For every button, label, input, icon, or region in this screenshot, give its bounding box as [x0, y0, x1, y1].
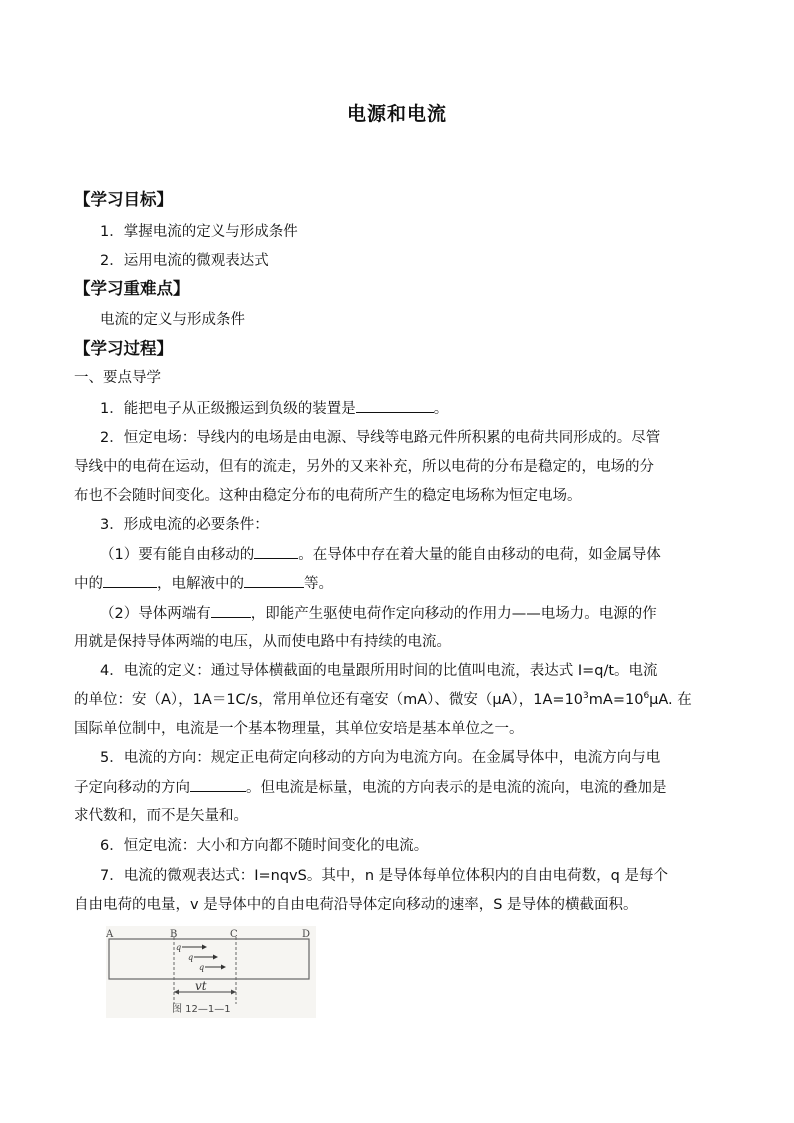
figure-caption: 图 12—1—1	[172, 1004, 231, 1015]
section-heading-key-points: 【学习重难点】	[74, 279, 190, 298]
item-3-2-text: （2）导体两端有	[100, 606, 211, 622]
item-1-end: 。	[433, 401, 449, 417]
section-heading-goals: 【学习目标】	[74, 190, 173, 209]
label-c: C	[230, 929, 238, 940]
item-3-1-text-3: ，电解液中的	[157, 576, 244, 592]
item-4-text-3: μA. 在	[649, 692, 692, 708]
item-3-1-text-2: 中的	[74, 576, 103, 592]
item-5-line-2	[74, 777, 667, 798]
item-5-line-1: 5．电流的方向：规定正电荷定向移动的方向为电流方向。在金属导体中，电流方向与电	[100, 750, 661, 766]
item-2-line-3: 布也不会随时间变化。这种由稳定分布的电荷所产生的稳定电场称为恒定电场。	[74, 488, 582, 504]
label-a: A	[106, 929, 114, 940]
key-points-text: 电流的定义与形成条件	[100, 312, 245, 328]
item-6: 6．恒定电流：大小和方向都不随时间变化的电流。	[100, 838, 429, 854]
item-4-text: 的单位：安（A），1A＝1C/s，常用单位还有毫安（mA）、微安（μA），1A=10	[74, 692, 584, 708]
part-heading-1: 一、要点导学	[74, 370, 161, 386]
item-3-1-text-4: 等。	[304, 576, 333, 592]
item-1-text: 1．能把电子从正级搬运到负级的装置是	[100, 401, 356, 417]
item-7-line-1: 7．电流的微观表达式：I=nqvS。其中，n 是导体每单位体积内的自由电荷数，q 是每个	[100, 868, 668, 884]
goal-item-2: 2．运用电流的微观表达式	[100, 253, 269, 269]
charge-label-2: q	[188, 953, 194, 962]
item-4-line-2	[74, 690, 692, 710]
item-3-1-line-2	[74, 573, 333, 594]
item-3-1-text-cont: 。在导体中存在着大量的能自由移动的电荷，如金属导体	[298, 547, 661, 563]
charge-label-1: q	[176, 943, 182, 952]
conductor-figure	[106, 926, 316, 1018]
fill-blank[interactable]	[190, 777, 246, 792]
item-3-2-line-1	[100, 603, 657, 624]
label-d: D	[302, 929, 311, 940]
item-2-line-2: 导线中的电荷在运动，但有的流走，另外的又来补充，所以电荷的分布是稳定的，电场的分	[74, 459, 654, 475]
item-3-2-line-2: 用就是保持导体两端的电压，从而使电路中有持续的电流。	[74, 634, 451, 650]
item-3-1-text: （1）要有能自由移动的	[100, 547, 255, 563]
section-heading-process: 【学习过程】	[74, 339, 173, 358]
item-4-line-1: 4．电流的定义：通过导体横截面的电量跟所用时间的比值叫电流，表达式 I=q/t。电流	[100, 663, 658, 679]
fill-blank[interactable]	[211, 603, 251, 618]
fill-blank[interactable]	[254, 544, 298, 559]
fill-blank[interactable]	[103, 573, 157, 588]
fill-blank[interactable]	[244, 573, 304, 588]
item-5-text-cont: 。但电流是标量，电流的方向表示的是电流的流向，电流的叠加是	[246, 780, 667, 796]
item-4-text-2: mA=10	[588, 692, 644, 708]
item-7-line-2: 自由电荷的电量，v 是导体中的自由电荷沿导体定向移动的速率，S 是导体的横截面积。	[74, 897, 638, 913]
item-3-2-text-cont: ，即能产生驱使电荷作定向移动的作用力——电场力。电源的作	[250, 606, 657, 622]
item-1	[100, 398, 448, 419]
exponent: 6	[643, 691, 650, 702]
item-2-line-1: 2．恒定电场：导线内的电场是由电源、导线等电路元件所积累的电荷共同形成的。尽管	[100, 430, 661, 446]
charge-label-3: q	[199, 963, 205, 972]
item-3-1-line-1	[100, 544, 661, 565]
exponent: 3	[583, 691, 589, 702]
item-4-line-3: 国际单位制中，电流是一个基本物理量，其单位安培是基本单位之一。	[74, 721, 524, 737]
item-3: 3．形成电流的必要条件：	[100, 517, 269, 533]
item-5-line-3: 求代数和，而不是矢量和。	[74, 808, 248, 824]
page-title: 电源和电流	[346, 103, 447, 125]
label-b: B	[170, 929, 178, 940]
vt-label: vt	[195, 979, 207, 993]
item-5-text: 子定向移动的方向	[74, 780, 190, 796]
fill-blank[interactable]	[356, 398, 434, 413]
goal-item-1: 1．掌握电流的定义与形成条件	[100, 224, 298, 240]
